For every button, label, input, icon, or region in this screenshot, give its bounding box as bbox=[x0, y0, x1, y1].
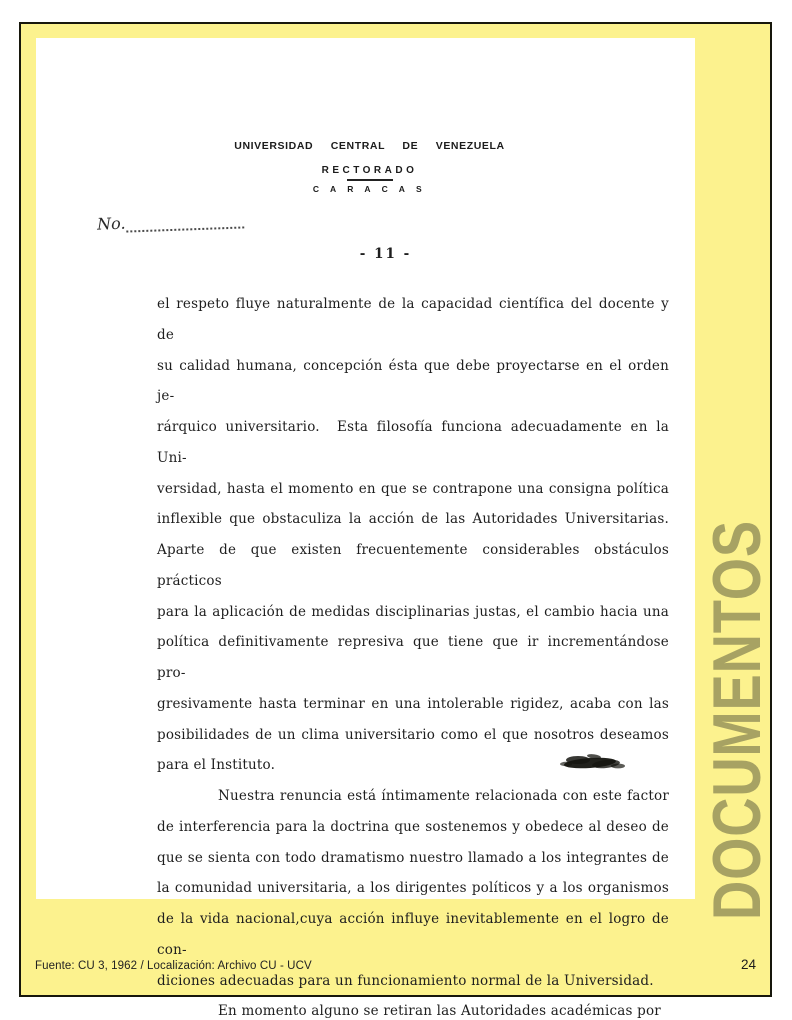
typed-line: posibilidades de un clima universitario como el que nosotros deseamos bbox=[157, 726, 669, 743]
letterhead bbox=[36, 140, 695, 194]
footer-page-number: 24 bbox=[740, 957, 756, 972]
typed-line: la comunidad universitaria, a los dirigentes políticos y a los organismos bbox=[157, 880, 669, 897]
letterhead-university-name: UNIVERSIDAD CENTRAL DE VENEZUELA bbox=[234, 140, 505, 152]
typed-line: política definitivamente represiva que tiene que ir incrementándose pro- bbox=[157, 634, 669, 681]
number-label: No. bbox=[96, 213, 126, 234]
typed-line: versidad, hasta el momento en que se contrapone una consigna política bbox=[157, 480, 669, 497]
footer-source-citation: Fuente: CU 3, 1962 / Localización: Archivo CU - UCV bbox=[35, 960, 312, 972]
typed-line: diciones adecuadas para un funcionamiento normal de la Universidad. bbox=[157, 972, 654, 989]
typed-line: inflexible que obstaculiza la acción de las Autoridades Universitarias. bbox=[157, 511, 669, 528]
typed-line: Aparte de que existen frecuentemente considerables obstáculos prácticos bbox=[157, 542, 669, 589]
typed-line: para la aplicación de medidas disciplinarias justas, el cambio hacia una bbox=[157, 603, 669, 620]
ink-smudge-artifact bbox=[556, 752, 628, 774]
typed-line: de la vida nacional,cuya acción influye inevitablemente en el logro de con- bbox=[157, 911, 669, 958]
typed-line: para el Instituto. bbox=[157, 757, 276, 774]
typed-line: En momento alguno se retiran las Autoridades académicas por bbox=[218, 1003, 661, 1020]
typed-line: su calidad humana, concepción ésta que debe proyectarse en el orden je- bbox=[157, 357, 669, 405]
letterhead-city: C A R A C A S bbox=[312, 183, 427, 194]
dotted-rule bbox=[126, 214, 244, 232]
yellow-board bbox=[19, 22, 775, 1020]
typed-line: Nuestra renuncia está íntimamente relacionada con este factor bbox=[218, 788, 669, 804]
typed-line: de interferencia para la doctrina que sostenemos y obedece al deseo de bbox=[157, 818, 669, 835]
typed-line: gresivamente hasta terminar en una intolerable rigidez, acaba con las bbox=[157, 695, 669, 712]
letterhead-rule bbox=[347, 179, 393, 181]
typed-line: el respeto fluye naturalmente de la capacidad científica del docente y de bbox=[157, 296, 669, 343]
typed-body bbox=[157, 289, 669, 1020]
letterhead-rectorado: RECTORADO bbox=[321, 165, 418, 176]
document-number-line bbox=[97, 209, 245, 233]
typed-line: que se sienta con todo dramatismo nuestro llamado a los integrantes de bbox=[157, 849, 669, 866]
typed-line: rárquico universitario. Esta filosofía funciona adecuadamente en la Uni- bbox=[157, 419, 669, 466]
page-folio: - 11 - bbox=[359, 246, 412, 262]
sidebar-section-title: DOCUMENTOS bbox=[699, 520, 775, 920]
